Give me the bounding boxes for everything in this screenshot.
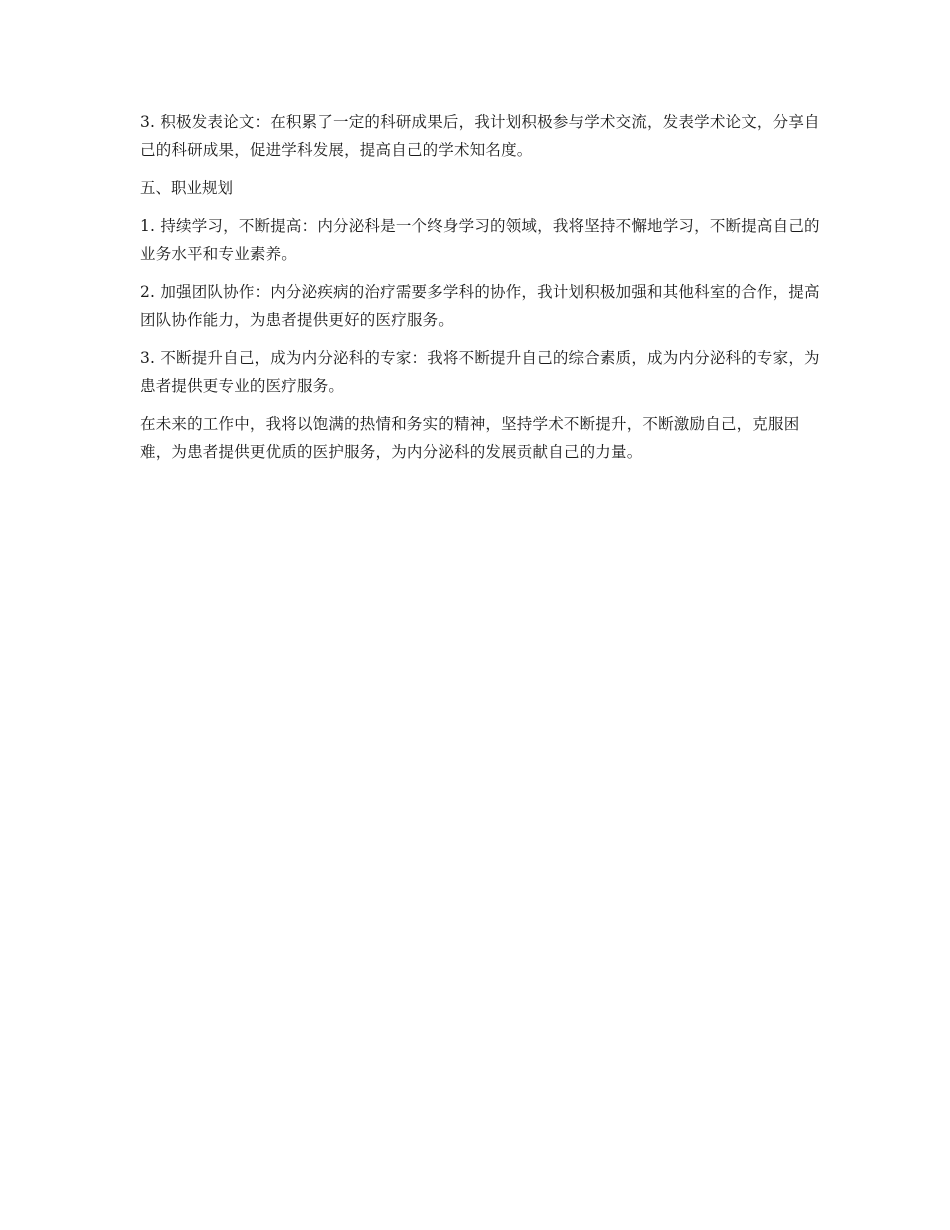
paragraph-become-expert: 3. 不断提升自己，成为内分泌科的专家：我将不断提升自己的综合素质，成为内分泌科的专家，为患者提供更专业的医疗服务。	[140, 349, 820, 395]
section-heading-career-plan: 五、职业规划	[140, 179, 234, 197]
paragraph-conclusion: 在未来的工作中，我将以饱满的热情和务实的精神，坚持学术不断提升，不断激励自己，克服困难，为患者提供更优质的医护服务，为内分泌科的发展贡献自己的力量。	[140, 415, 800, 461]
document-body	[140, 108, 830, 476]
paragraph-team-collaboration: 2. 加强团队协作：内分泌疾病的治疗需要多学科的协作，我计划积极加强和其他科室的合作，提高团队协作能力，为患者提供更好的医疗服务。	[140, 283, 820, 329]
paragraph-continuous-learning: 1. 持续学习，不断提高：内分泌科是一个终身学习的领域，我将坚持不懈地学习，不断提高自己的业务水平和专业素养。	[140, 217, 820, 263]
paragraph-publish-papers: 3. 积极发表论文：在积累了一定的科研成果后，我计划积极参与学术交流，发表学术论文，分享自己的科研成果，促进学科发展，提高自己的学术知名度。	[140, 113, 820, 159]
